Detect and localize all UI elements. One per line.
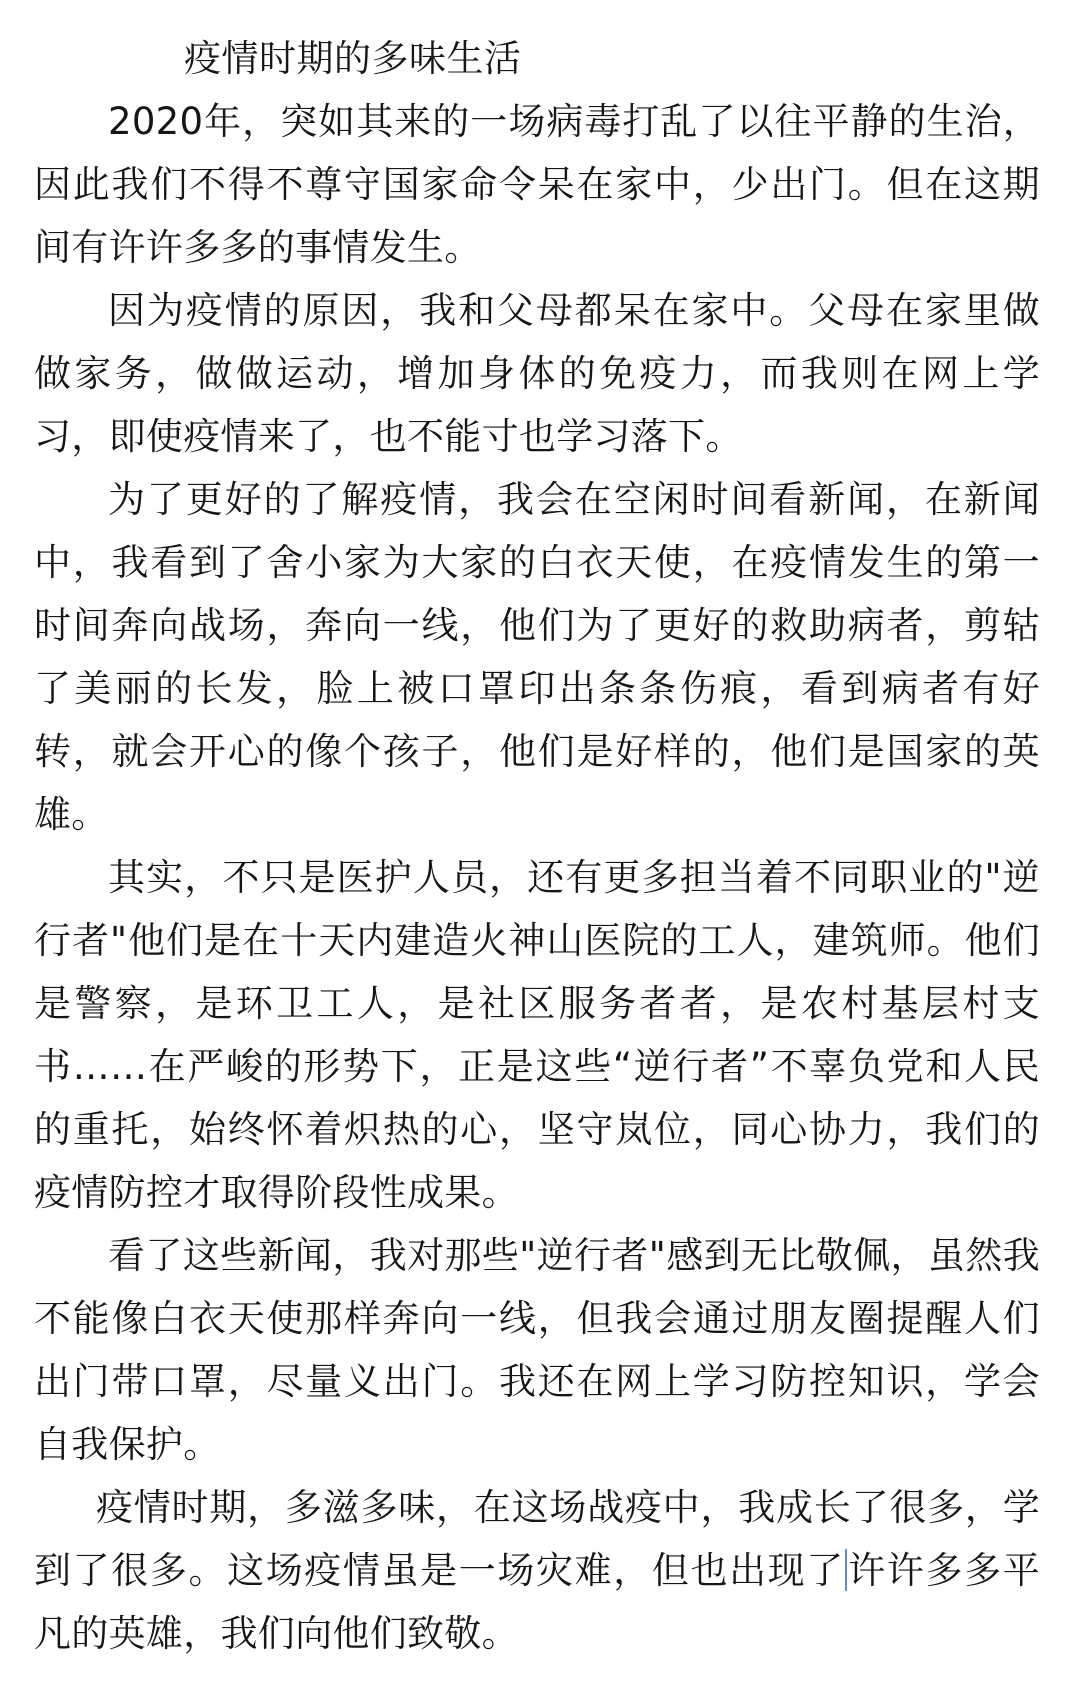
paragraph-1: 2020年，突如其来的一场病毒打乱了以往平静的生治，因此我们不得不尊守国家命令呆在家中，少出门。但在这期间有许许多多的事情发生。 xyxy=(34,100,1040,269)
paragraph-5: 看了这些新闻，我对那些"逆行者"感到无比敬佩，虽然我不能像白衣天使那样奔向一线，但我会通过朋友圈提醒人们出门带口罩，尽量义出门。我还在网上学习防控知识，学会自我保护。 xyxy=(34,1234,1040,1466)
paragraph-4: 其实，不只是医护人员，还有更多担当着不同职业的"逆行者"他们是在十天内建造火神山医院的工人，建筑师。他们是警察，是环卫工人，是社区服务者者，是农村基层村支书……在严峻的形势下，正是这些“逆行者”不辜负党和人民的重托，始终怀着炽热的心，坚守岚位，同心协力，我们的疫情防控才取得阶段性成果。 xyxy=(34,856,1040,1214)
paragraph-2: 因为疫情的原因，我和父母都呆在家中。父母在家里做做家务，做做运动，增加身体的免疫力，而我则在网上学习，即使疫情来了，也不能寸也学习落下。 xyxy=(34,289,1040,458)
paragraph-6-text-after-caret: 许许多多平凡的英雄，我们向他们致敬。 xyxy=(34,1549,1040,1655)
document-body xyxy=(34,90,1040,1665)
paragraph-6 xyxy=(34,1476,1040,1665)
paragraph-6-text-before-caret: 疫情时期，多滋多味，在这场战疫中，我成长了很多，学到了很多。这场疫情虽是一场灾难，但也出现了 xyxy=(34,1486,1040,1592)
paragraph-3: 为了更好的了解疫情，我会在空闲时间看新闻，在新闻中，我看到了舍小家为大家的白衣天使，在疫情发生的第一时间奔向战场，奔向一线，他们为了更好的救助病者，剪轱了美丽的长发，脸上被口罩印出条条伤痕，看到病者有好转，就会开心的像个孩子，他们是好样的，他们是国家的英雄。 xyxy=(34,478,1040,836)
page-title: 疫情时期的多味生活 xyxy=(184,37,522,80)
